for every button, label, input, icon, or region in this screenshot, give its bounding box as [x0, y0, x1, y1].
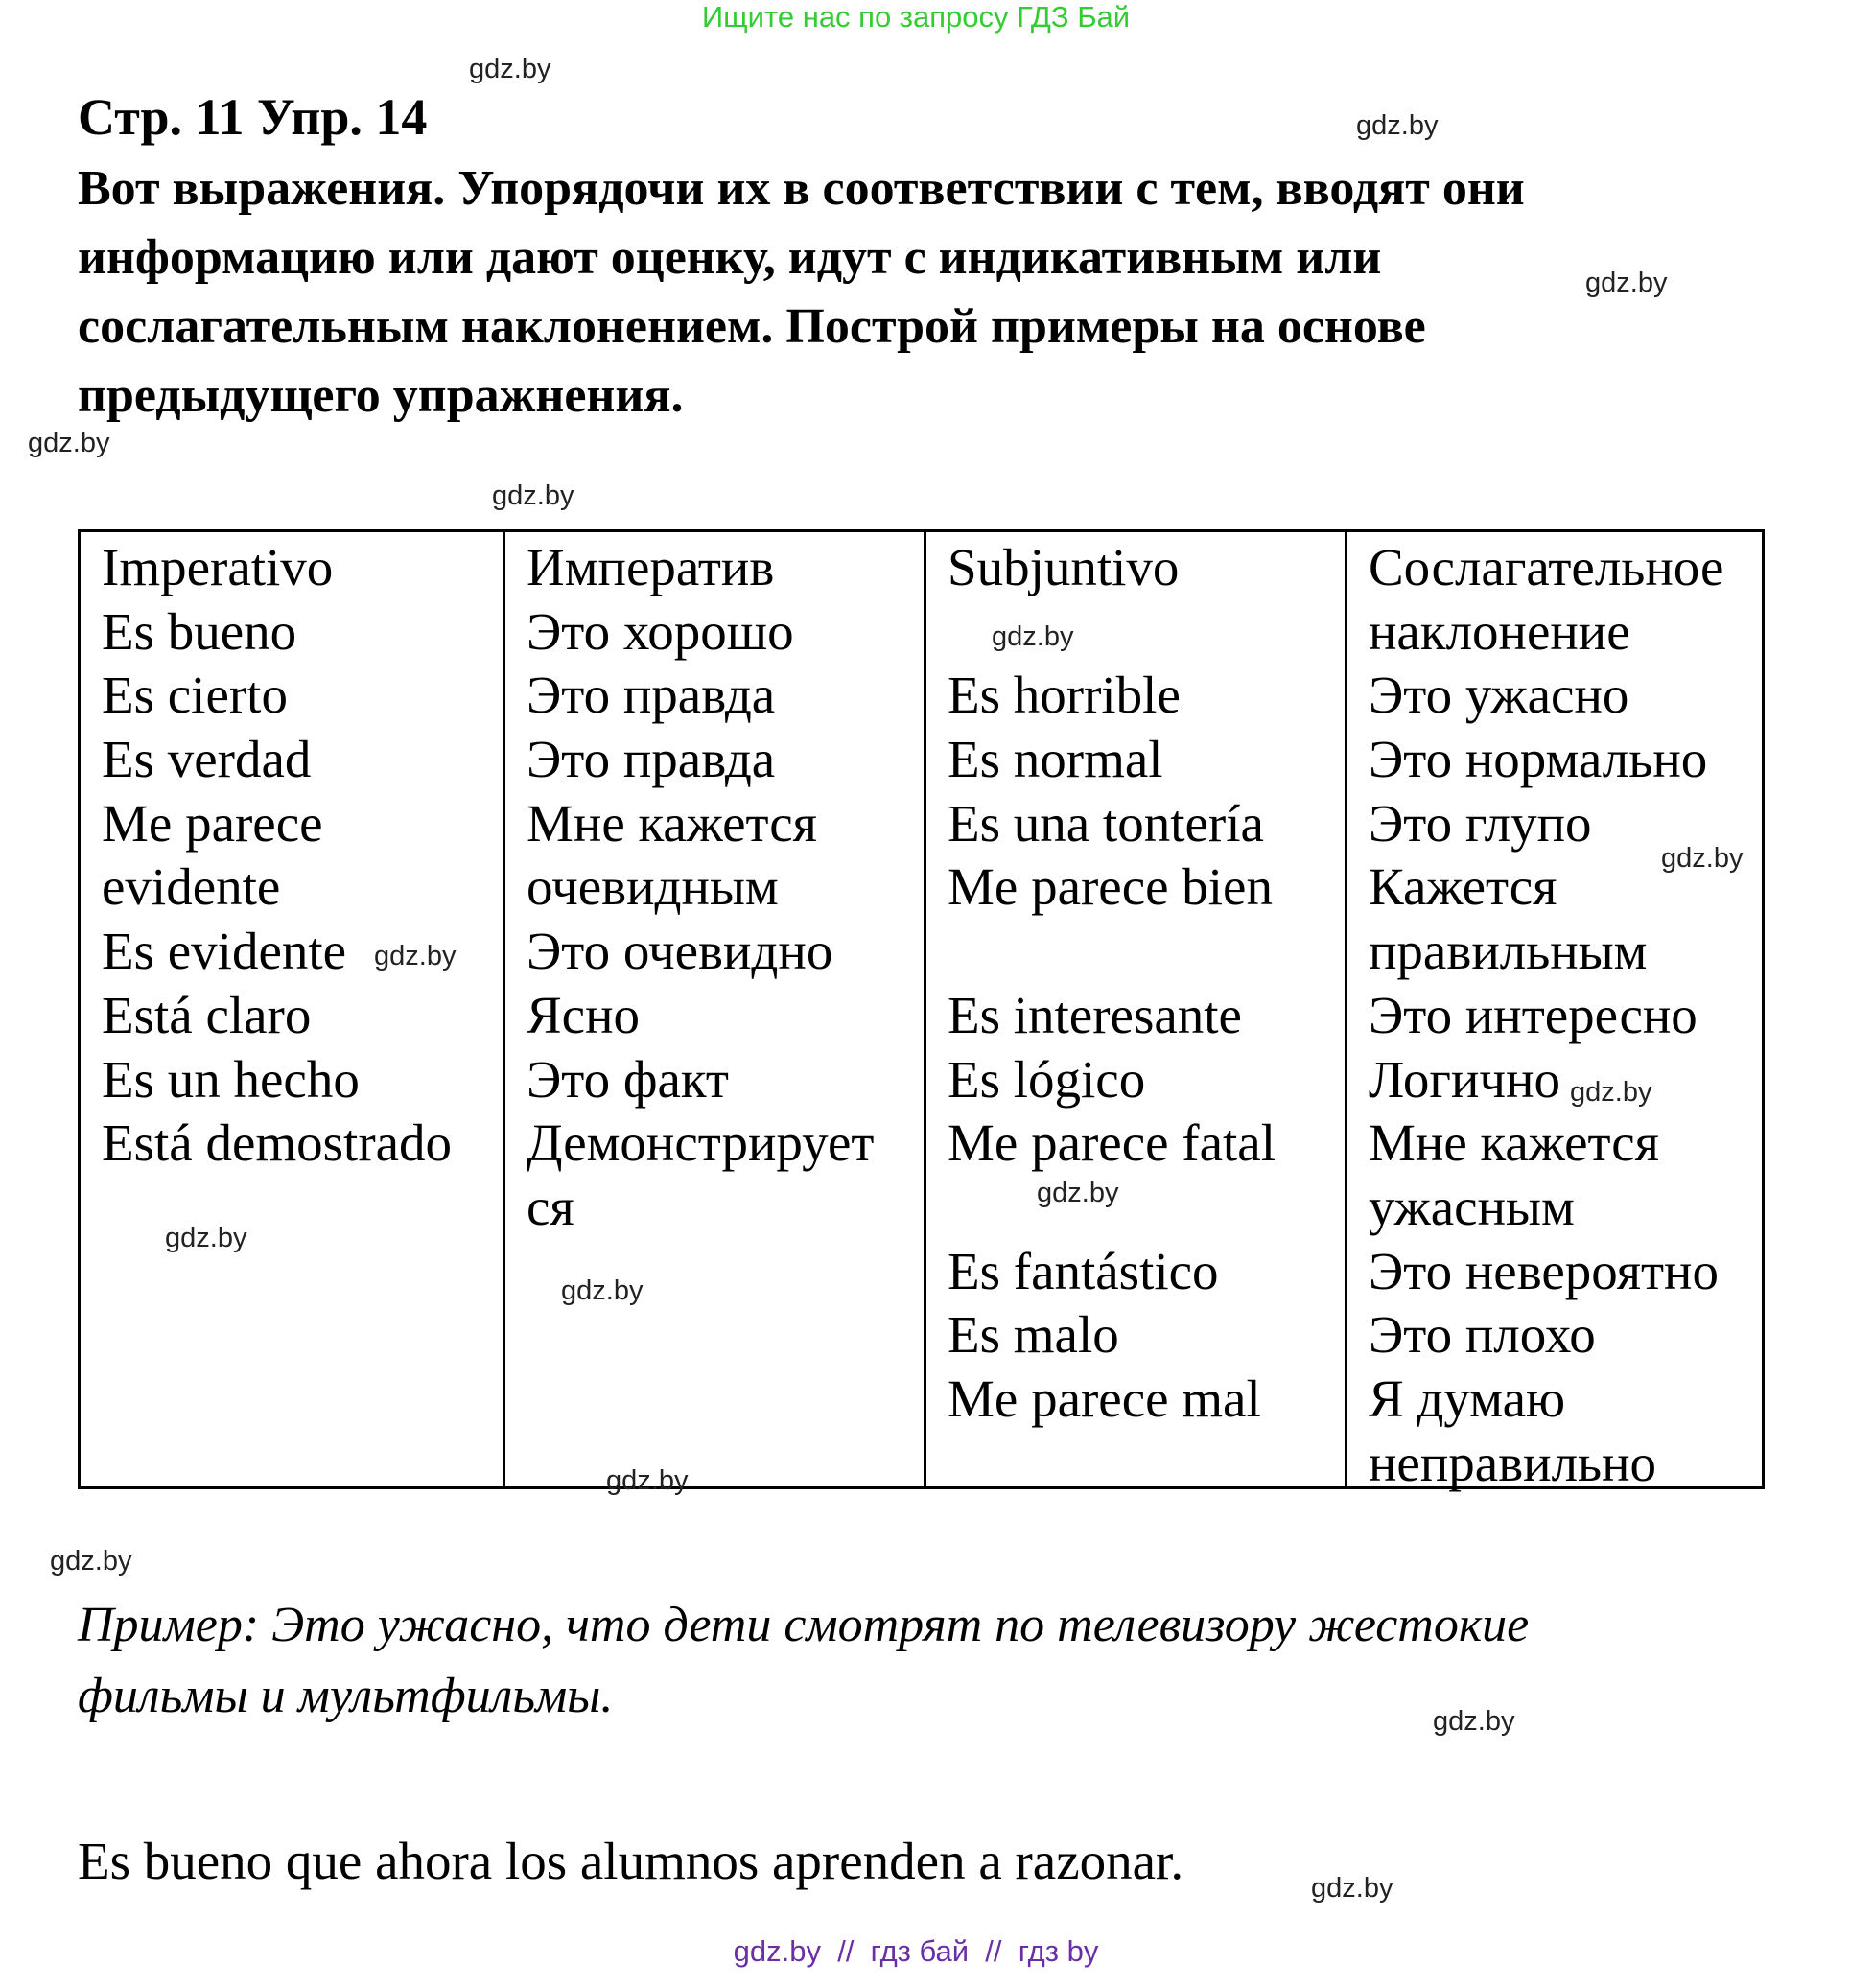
table-cell-line: Демонстрирует [527, 1113, 875, 1173]
table-cell-line: Está claro [102, 985, 312, 1044]
table-cell-line: Это плохо [1369, 1305, 1596, 1365]
watermark: gdz.by [1570, 1077, 1652, 1108]
task-line: Вот выражения. Упорядочи их в соответствии с тем, вводят они [78, 161, 1525, 216]
column-subjuntivo [924, 532, 1346, 1486]
table-cell-line: Me parece bien [948, 857, 1273, 917]
table-cell-line: evidente [102, 857, 281, 917]
column-imperativo [81, 532, 503, 1486]
table-cell-line: Imperativo [102, 538, 334, 596]
table-cell-line: Это правда [527, 666, 776, 725]
table-cell-line: Es evidente [102, 922, 347, 981]
table-cell-line: Мне кажется [1369, 1113, 1659, 1173]
table-cell-line: Логично [1369, 1049, 1561, 1109]
example-line: фильмы и мультфильмы. [78, 1669, 614, 1723]
table-cell-line: Это факт [527, 1049, 729, 1109]
column-soslagatelnoe-ru [1345, 532, 1765, 1492]
footer-links: gdz.by // гдз бай // гдз by [733, 1934, 1099, 1968]
table-cell-line: Es un hecho [102, 1049, 360, 1109]
table-cell-line: Сослагательное [1369, 538, 1724, 596]
table-cell-line: Это нормально [1369, 730, 1708, 789]
table-cell-line: Императив [527, 538, 775, 596]
column-imperativ-ru [503, 532, 925, 1486]
watermark: gdz.by [374, 941, 457, 971]
table-cell-line: Está demostrado [102, 1113, 453, 1173]
table-cell-line: ужасным [1369, 1177, 1575, 1236]
watermark: gdz.by [1661, 843, 1744, 874]
watermark: gdz.by [28, 428, 110, 458]
table-cell-line: Es normal [948, 730, 1163, 789]
task-line: предыдущего упражнения. [78, 368, 684, 423]
table-cell-line: Es malo [948, 1305, 1119, 1365]
table-cell-line: неправильно [1369, 1433, 1657, 1492]
table-cell-line: Мне кажется [527, 793, 817, 853]
answer-sentence: Es bueno que ahora los alumnos aprenden a razonar. [78, 1832, 1184, 1890]
table-cell-line: Ясно [527, 985, 641, 1044]
watermark: gdz.by [469, 54, 551, 84]
table-cell-line: Es verdad [102, 730, 312, 789]
table-cell-line: Es lógico [948, 1049, 1146, 1109]
table-cell-line: наклонение [1369, 601, 1630, 661]
table-cell-line: Es horrible [948, 666, 1181, 725]
watermark: gdz.by [50, 1546, 132, 1577]
table-cell-line: Это ужасно [1369, 666, 1629, 725]
table-cell-line: ся [527, 1177, 574, 1236]
watermark: gdz.by [561, 1275, 644, 1306]
page-title: Стр. 11 Упр. 14 [78, 88, 428, 146]
table-cell-line [948, 920, 1346, 984]
watermark: gdz.by [492, 480, 574, 511]
table-cell-line: Me parece mal [948, 1368, 1261, 1428]
table-cell-line: очевидным [527, 857, 779, 917]
table-cell-line: Кажется [1369, 857, 1557, 917]
task-instructions [78, 154, 1804, 431]
watermark: gdz.by [1311, 1873, 1393, 1904]
table-cell-line: Это глупо [1369, 793, 1592, 853]
watermark: gdz.by [606, 1465, 689, 1496]
table-cell-line: Es fantástico [948, 1241, 1219, 1300]
task-line: информацию или дают оценку, идут с индикативным или [78, 230, 1382, 285]
watermark: gdz.by [1585, 268, 1668, 298]
table-cell-line: Es cierto [102, 666, 288, 725]
table-cell-line: Я думаю [1369, 1368, 1566, 1428]
table-cell-line: Es una tontería [948, 793, 1264, 853]
example-line: Пример: Это ужасно, что дети смотрят по телевизору жестокие [78, 1598, 1530, 1652]
table-cell-line: Это интересно [1369, 985, 1698, 1044]
watermark: gdz.by [992, 621, 1074, 652]
table-cell-line: Это правда [527, 730, 776, 789]
table-cell-line: правильным [1369, 922, 1648, 981]
table-cell-line: Me parece fatal [948, 1113, 1276, 1173]
table-cell-line: Subjuntivo [948, 538, 1180, 596]
watermark: gdz.by [1356, 110, 1439, 141]
table-cell-line [948, 1176, 1346, 1240]
search-banner: Ищите нас по запросу ГДЗ Бай [701, 0, 1131, 34]
table-cell-line: Это очевидно [527, 922, 833, 981]
table-cell-line: Это невероятно [1369, 1241, 1719, 1300]
watermark: gdz.by [165, 1223, 247, 1253]
table-cell-line: Это хорошо [527, 601, 794, 661]
watermark: gdz.by [1037, 1178, 1119, 1208]
table-cell-line: Es bueno [102, 601, 297, 661]
expressions-table [78, 529, 1765, 1492]
task-line: сослагательным наклонением. Построй примеры на основе [78, 299, 1426, 354]
table-cell-line: Es interesante [948, 985, 1242, 1044]
example-text [78, 1590, 1529, 1732]
watermark: gdz.by [1433, 1706, 1515, 1737]
table-cell-line: Me parece [102, 793, 323, 853]
